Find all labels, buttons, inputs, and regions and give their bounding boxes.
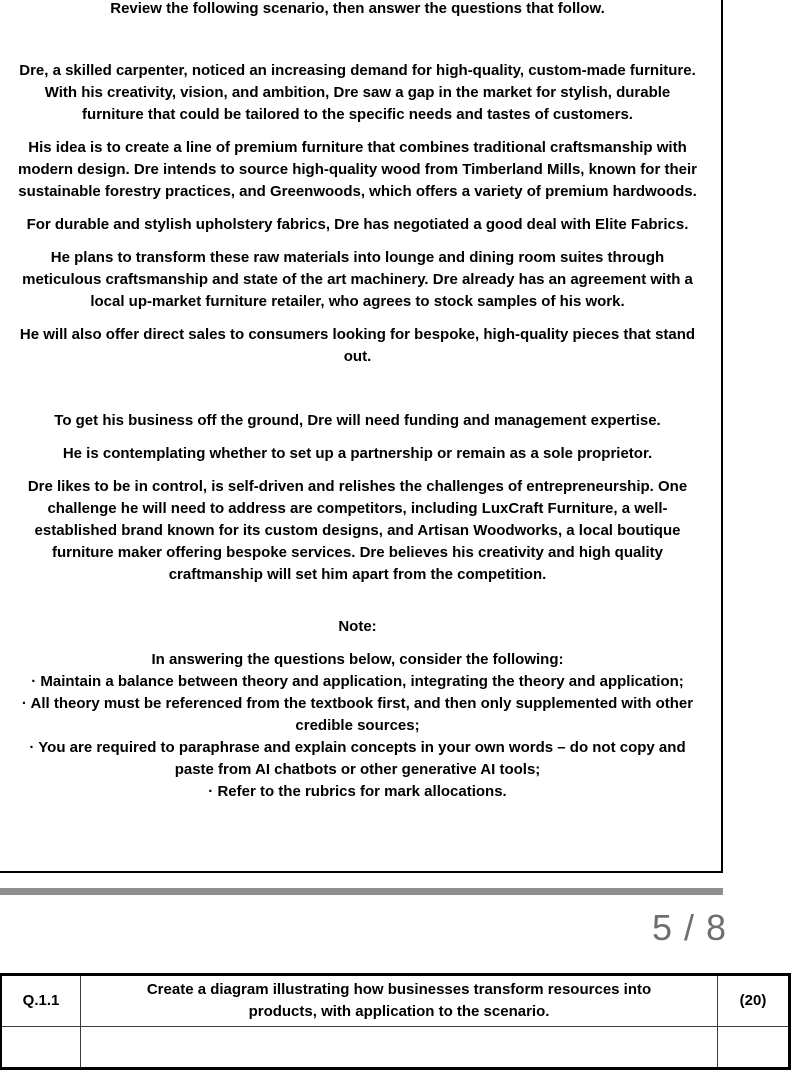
note-block (14, 649, 701, 803)
question-text-cell: Create a diagram illustrating how businesses transform resources into products, with application to the scenario. (81, 975, 718, 1027)
page-number: 5 / 8 (651, 907, 727, 948)
question-number-cell (1, 1027, 81, 1069)
note-bullet: · All theory must be referenced from the textbook first, and then only supplemented with other credible sources; (21, 695, 694, 734)
note-bullet: · You are required to paraphrase and explain concepts in your own words – do not copy and paste from AI chatbots or other generative AI tools; (29, 739, 686, 778)
note-bullet: · Refer to the rubrics for mark allocations. (208, 783, 507, 800)
scenario-paragraph: To get his business off the ground, Dre will need funding and management expertise. (54, 412, 661, 429)
question-marks-cell: (20) (718, 975, 790, 1027)
question-marks-cell (718, 1027, 790, 1069)
scenario-paragraph: He plans to transform these raw materials into lounge and dining room suites through meticulous craftsmanship and state of the art machinery. Dre already has an agreement with a local up-market furniture retailer, who agrees to stock samples of his work. (22, 249, 693, 310)
table-row (1, 975, 790, 1027)
note-intro: In answering the questions below, consider the following: (151, 651, 564, 668)
scenario-paragraph: Dre likes to be in control, is self-driven and relishes the challenges of entrepreneurship. One challenge he will need to address are competitors, including LuxCraft Furniture, a well-established brand known for its custom designs, and Artisan Woodworks, a local boutique furniture maker offering bespoke services. Dre believes his creativity and high quality craftmanship will set him apart from the competition. (27, 478, 688, 583)
note-title: Note: (338, 618, 377, 635)
question-number-cell: Q.1.1 (1, 975, 81, 1027)
scenario-instruction: Review the following scenario, then answer the questions that follow. (110, 0, 605, 17)
scenario-paragraph: He is contemplating whether to set up a partnership or remain as a sole proprietor. (62, 445, 653, 462)
table-row (1, 1027, 790, 1069)
note-bullet: · Maintain a balance between theory and application, integrating the theory and application; (31, 673, 684, 690)
question-text-cell (81, 1027, 718, 1069)
scenario-paragraph: He will also offer direct sales to consumers looking for bespoke, high-quality pieces that stand out. (19, 326, 696, 365)
questions-table (0, 973, 791, 1070)
scenario-paragraph: For durable and stylish upholstery fabrics, Dre has negotiated a good deal with Elite Fabrics. (26, 216, 689, 233)
page-break-divider (0, 888, 723, 895)
scenario-paragraph: Dre, a skilled carpenter, noticed an increasing demand for high-quality, custom-made furniture. With his creativity, vision, and ambition, Dre saw a gap in the market for stylish, durable furniture that could be tailored to the specific needs and tastes of customers. (19, 62, 696, 123)
scenario-paragraph: His idea is to create a line of premium furniture that combines traditional craftsmanship with modern design. Dre intends to source high-quality wood from Timberland Mills, known for their sustainable forestry practices, and Greenwoods, which offers a variety of premium hardwoods. (18, 139, 697, 200)
